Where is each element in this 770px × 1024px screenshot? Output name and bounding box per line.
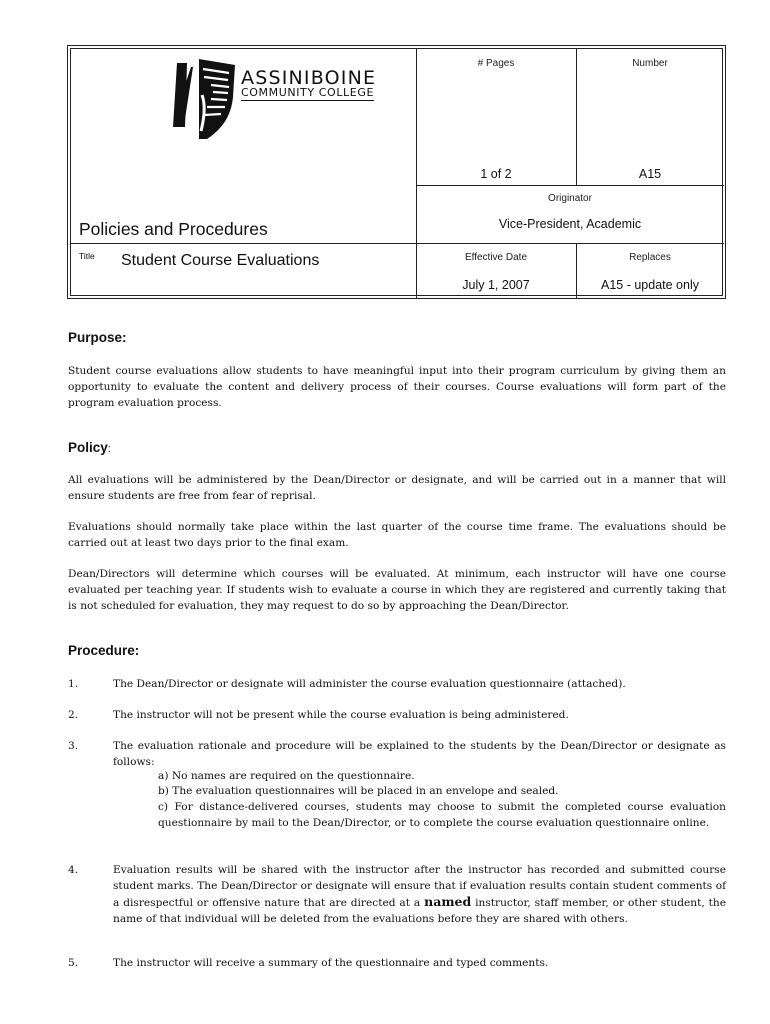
purpose-heading: Purpose: bbox=[68, 330, 127, 345]
pages-label: # Pages bbox=[477, 58, 515, 69]
divider-horizontal-originator bbox=[416, 185, 724, 186]
policy-paragraph-3: Dean/Directors will determine which courses will be evaluated. At minimum, each instructor will have one course evaluated per teaching year. If students wish to evaluate a course in which they are registered and currently taking that is not scheduled for evaluation, they may request to do so by approaching the Dean/Director. bbox=[68, 568, 726, 612]
procedure-item-4-bold: named bbox=[424, 894, 472, 909]
number-value: A15 bbox=[638, 167, 662, 181]
procedure-item-3: The evaluation rationale and procedure will be explained to the students by the Dean/Director or designate as follows: bbox=[113, 740, 726, 768]
college-logo-icon bbox=[171, 57, 243, 141]
originator-label: Originator bbox=[548, 193, 592, 204]
policy-paragraph-2: Evaluations should normally take place within the last quarter of the course time frame. The evaluations should be carried out at least two days prior to the final exam. bbox=[68, 521, 726, 549]
section-heading: Policies and Procedures bbox=[79, 219, 268, 239]
procedure-item-4 bbox=[113, 862, 726, 927]
title-label: Title bbox=[79, 251, 95, 261]
college-logo-name: ASSINIBOINE bbox=[241, 67, 377, 89]
procedure-item-4-text-b: instructor, staff member, or other student, the name of that individual will be deleted from the evaluations before they are shared with others. bbox=[113, 897, 727, 925]
procedure-item-1: The Dean/Director or designate will administer the course evaluation questionnaire (attached). bbox=[113, 678, 626, 690]
procedure-subitem-c: c) For distance-delivered courses, students may choose to submit the completed course evaluation questionnaire by mail to the Dean/Director, or to complete the course evaluation questionnaire online. bbox=[158, 801, 726, 829]
header-table bbox=[67, 45, 726, 299]
procedure-item-4-text-a: Evaluation results will be shared with the instructor after the instructor has recorded and submitted course student marks. The Dean/Director or designate will ensure that if evaluation results contain student comments of a disrespectful or offensive nature that are directed at a bbox=[113, 864, 726, 909]
procedure-number-4: 4. bbox=[68, 864, 79, 876]
replaces-value: A15 - update only bbox=[601, 278, 699, 292]
procedure-number-1: 1. bbox=[68, 678, 79, 690]
procedure-number-3: 3. bbox=[68, 740, 79, 752]
policy-heading-text: Policy bbox=[68, 440, 108, 455]
header-inner-frame bbox=[70, 48, 723, 296]
procedure-number-5: 5. bbox=[68, 957, 79, 969]
procedure-item-2: The instructor will not be present while the course evaluation is being administered. bbox=[113, 709, 569, 721]
procedure-item-5: The instructor will receive a summary of the questionnaire and typed comments. bbox=[113, 957, 549, 969]
procedure-number-2: 2. bbox=[68, 709, 79, 721]
policy-heading-colon: : bbox=[107, 443, 111, 455]
procedure-heading: Procedure: bbox=[68, 643, 140, 658]
college-logo-subname: COMMUNITY COLLEGE bbox=[241, 86, 374, 99]
purpose-text: Student course evaluations allow students to have meaningful input into their program curriculum by giving them an opportunity to evaluate the content and delivery process of their courses. Course evaluations will form part of the program evaluation process. bbox=[68, 365, 726, 409]
policy-heading bbox=[68, 440, 111, 455]
replaces-label: Replaces bbox=[629, 252, 671, 263]
procedure-subitem-b: b) The evaluation questionnaires will be placed in an envelope and sealed. bbox=[158, 785, 559, 797]
number-label: Number bbox=[632, 58, 668, 69]
procedure-subitem-a: a) No names are required on the questionnaire. bbox=[158, 770, 415, 782]
effective-date-value: July 1, 2007 bbox=[462, 278, 530, 292]
originator-value: Vice-President, Academic bbox=[498, 217, 642, 231]
document-title: Student Course Evaluations bbox=[121, 252, 320, 269]
policy-paragraph-1: All evaluations will be administered by the Dean/Director or designate, and will be carried out in a manner that will ensure students are free from fear of reprisal. bbox=[68, 474, 726, 502]
divider-vertical-top bbox=[576, 49, 577, 185]
pages-value: 1 of 2 bbox=[480, 167, 512, 181]
divider-horizontal-title bbox=[71, 243, 724, 244]
effective-date-label: Effective Date bbox=[464, 252, 528, 263]
